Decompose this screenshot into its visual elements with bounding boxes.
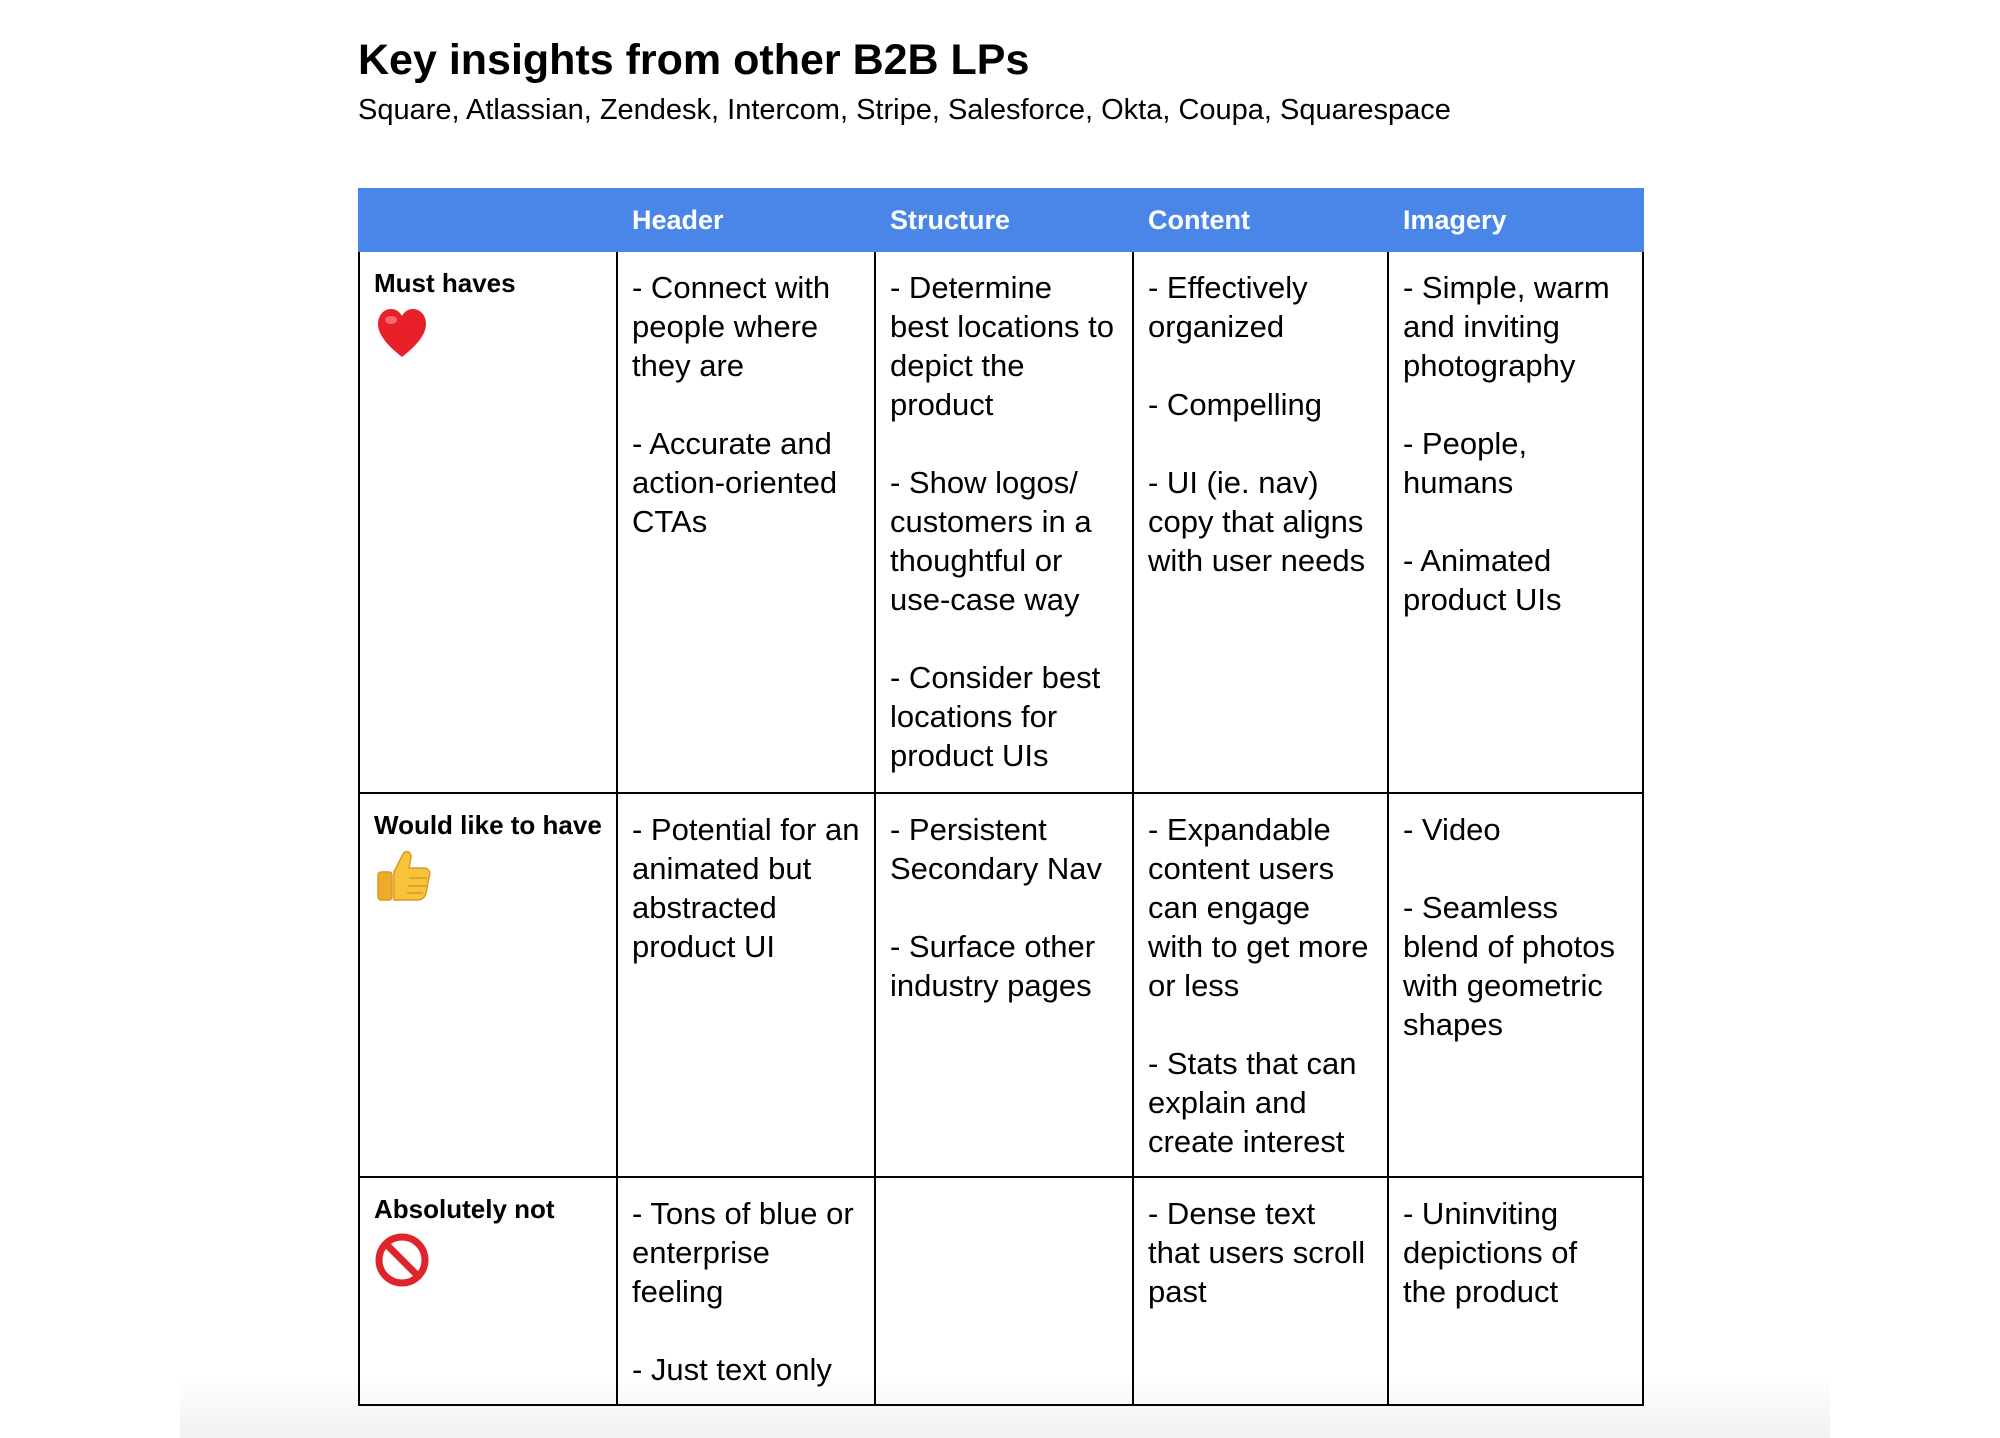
cell-would-header xyxy=(617,793,875,1177)
cell-not-header xyxy=(617,1177,875,1405)
row-label-cell xyxy=(359,1177,617,1405)
header-cell-content: Content xyxy=(1133,189,1388,251)
list-item: - Potential for an animated but abstracted product UI xyxy=(632,812,860,964)
list-item: - Surface other industry pages xyxy=(890,929,1096,1003)
table-row-absolutely-not xyxy=(359,1177,1643,1405)
list-item: - Simple, warm and inviting photography xyxy=(1403,270,1610,383)
cell-would-structure xyxy=(875,793,1133,1177)
prohibited-icon xyxy=(374,1232,430,1288)
cell-not-structure xyxy=(875,1177,1133,1405)
list-item: - Animated product UIs xyxy=(1403,543,1562,617)
list-item: - Video xyxy=(1403,812,1501,847)
cell-not-imagery xyxy=(1388,1177,1643,1405)
list-item: - Just text only xyxy=(632,1352,832,1387)
page-subtitle: Square, Atlassian, Zendesk, Intercom, Stripe, Salesforce, Okta, Coupa, Squarespace xyxy=(358,94,1451,126)
row-label-cell xyxy=(359,793,617,1177)
list-item: - Uninviting depictions of the product xyxy=(1403,1196,1578,1309)
thumbs-up-icon xyxy=(374,848,432,904)
cell-must-content xyxy=(1133,251,1388,793)
list-item: - Compelling xyxy=(1148,387,1323,422)
list-item: - Stats that can explain and create interest xyxy=(1148,1046,1357,1159)
list-item: - Effectively organized xyxy=(1148,270,1308,344)
header-cell-imagery: Imagery xyxy=(1388,189,1643,251)
list-item: - Tons of blue or enterprise feeling xyxy=(632,1196,854,1309)
header-cell-empty xyxy=(359,189,617,251)
list-item: - Show logos/ customers in a thoughtful or use-case way xyxy=(890,465,1092,617)
heart-icon xyxy=(374,306,430,360)
row-label: Absolutely not xyxy=(374,1194,555,1224)
list-item: - Expandable content users can engage with to get more or less xyxy=(1148,812,1369,1003)
cell-would-content xyxy=(1133,793,1388,1177)
cell-not-content xyxy=(1133,1177,1388,1405)
insights-table xyxy=(358,188,1644,1406)
table-row-must-haves xyxy=(359,251,1643,793)
list-item: - Dense text that users scroll past xyxy=(1148,1196,1366,1309)
header-cell-header: Header xyxy=(617,189,875,251)
cell-must-structure xyxy=(875,251,1133,793)
list-item: - Connect with people where they are xyxy=(632,270,831,383)
list-item: - Persistent Secondary Nav xyxy=(890,812,1102,886)
list-item: - Accurate and action-oriented CTAs xyxy=(632,426,838,539)
page-title: Key insights from other B2B LPs xyxy=(358,36,1030,84)
cell-would-imagery xyxy=(1388,793,1643,1177)
list-item: - Consider best locations for product UIs xyxy=(890,660,1101,773)
table-row-would-like xyxy=(359,793,1643,1177)
header-cell-structure: Structure xyxy=(875,189,1133,251)
row-label: Must haves xyxy=(374,268,516,298)
row-label-cell xyxy=(359,251,617,793)
list-item: - UI (ie. nav) copy that aligns with user needs xyxy=(1148,465,1366,578)
list-item: - People, humans xyxy=(1403,426,1528,500)
row-label: Would like to have xyxy=(374,810,602,840)
list-item: - Determine best locations to depict the product xyxy=(890,270,1115,422)
list-item: - Seamless blend of photos with geometric shapes xyxy=(1403,890,1616,1042)
table-header-row xyxy=(359,189,1643,251)
cell-must-header xyxy=(617,251,875,793)
cell-must-imagery xyxy=(1388,251,1643,793)
